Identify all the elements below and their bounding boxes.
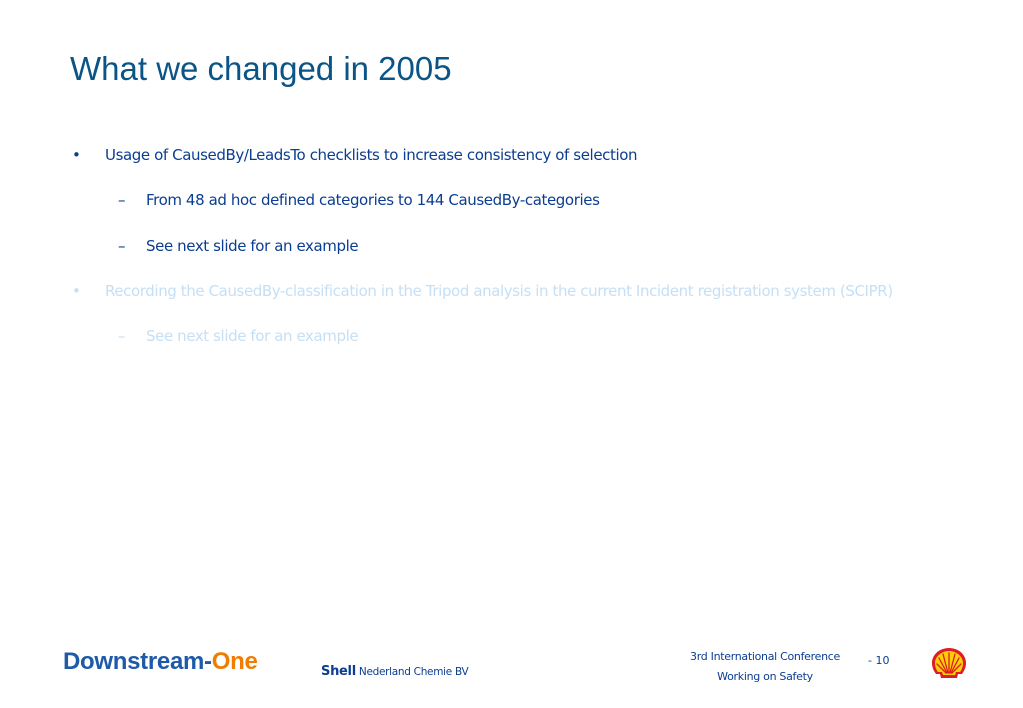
sub-bullet-text: See next slide for an example — [146, 237, 359, 255]
shell-pecten-icon — [931, 646, 967, 680]
logo-text-part1: Downstream- — [63, 648, 212, 675]
slide-title: What we changed in 2005 — [70, 50, 452, 87]
sub-bullet-marker: – — [118, 191, 126, 209]
conference-info — [680, 647, 850, 687]
page-number: - 10 — [868, 654, 890, 667]
conference-line2: Working on Safety — [717, 670, 813, 683]
sub-bullet-text: From 48 ad hoc defined categories to 144 CausedBy-categories — [146, 191, 600, 209]
bullet-marker: • — [72, 282, 81, 300]
sub-bullet-marker: – — [118, 237, 126, 255]
bullet-marker: • — [72, 146, 81, 164]
conference-line1: 3rd International Conference — [690, 650, 840, 663]
company-name — [321, 660, 468, 679]
logo-text-part2: One — [211, 648, 258, 675]
company-name-rest: Nederland Chemie BV — [355, 666, 469, 678]
company-name-bold: Shell — [321, 664, 356, 679]
bullet-text: Recording the CausedBy-classification in the Tripod analysis in the current Incident registration system (SCIPR) — [105, 282, 893, 300]
bullet-text: Usage of CausedBy/LeadsTo checklists to increase consistency of selection — [105, 146, 638, 164]
sub-bullet-marker: – — [118, 327, 126, 345]
sub-bullet-text: See next slide for an example — [146, 327, 359, 345]
downstream-one-logo — [63, 648, 258, 676]
